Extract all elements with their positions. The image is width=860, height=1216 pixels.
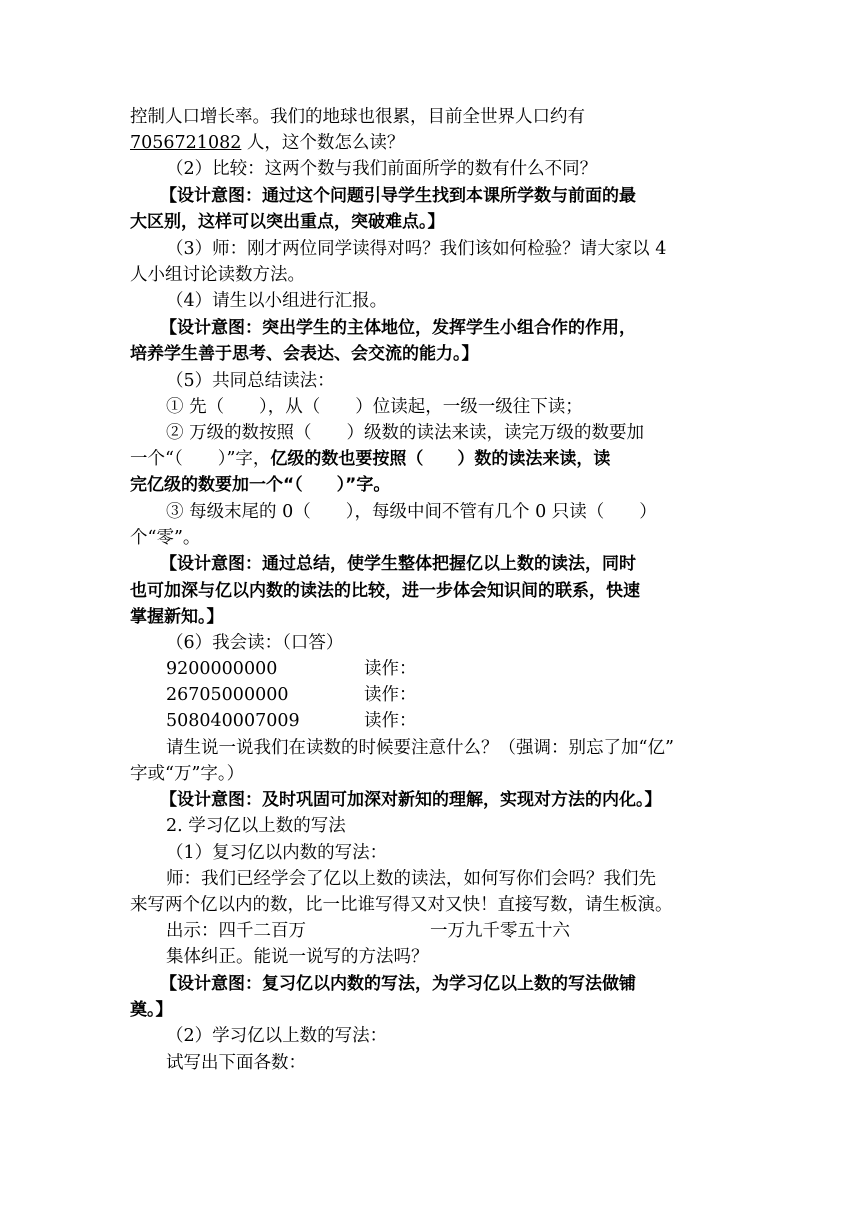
read-number: 26705000000 xyxy=(166,685,289,705)
text-line xyxy=(130,130,730,156)
text-line: ② 万级的数按照（ ）级数的读法来读，读完万级的数要加 xyxy=(166,423,645,443)
text-line: 个“零”。 xyxy=(130,528,201,548)
design-intent-line: 【设计意图：通过总结，使学生整体把握亿以上数的读法，同时 xyxy=(160,554,636,574)
text-span: 一万九千零五十六 xyxy=(430,921,570,941)
text-line: ① 先（ ），从（ ）位读起，一级一级往下读； xyxy=(166,397,583,417)
text-line: 完亿级的数要加一个“（ ）”字。 xyxy=(130,475,391,495)
text-line: 师：我们已经学会了亿以上数的读法，如何写你们会吗？我们先 xyxy=(166,869,656,889)
read-row xyxy=(130,708,766,734)
population-number: 7056721082 xyxy=(130,133,242,153)
text-span: 出示：四千二百万 xyxy=(166,921,306,941)
design-intent-line: 也可加深与亿以内数的读法的比较，进一步体会知识间的联系，快速 xyxy=(130,581,640,601)
text-line: （3）师：刚才两位同学读得对吗？我们该如何检验？请大家以 4 xyxy=(166,239,667,259)
text-line: 人小组讨论读数方法。 xyxy=(130,265,305,285)
text-line: （5）共同总结读法： xyxy=(166,371,335,391)
text-line: ③ 每级末尾的 0（ ），每级中间不管有几个 0 只读（ ） xyxy=(166,502,657,522)
read-label: 读作： xyxy=(364,685,417,705)
text-span: 一个“（ ）”字， xyxy=(130,449,271,469)
read-label: 读作： xyxy=(364,659,417,679)
text-line: 来写两个亿以内的数，比一比谁写得又对又快！直接写数，请生板演。 xyxy=(130,895,673,915)
read-number: 508040007009 xyxy=(166,711,300,731)
text-line: 试写出下面各数： xyxy=(166,1053,306,1073)
text-line: 控制人口增长率。我们的地球也很累，目前全世界人口约有 xyxy=(130,107,585,127)
text-line xyxy=(130,446,730,472)
text-line: 字或“万”字。） xyxy=(130,764,245,784)
text-span: 人，这个数怎么读？ xyxy=(241,133,405,153)
text-line: （2）比较：这两个数与我们前面所学的数有什么不同？ xyxy=(166,159,598,179)
design-intent-line: 奠。】 xyxy=(130,1000,173,1020)
read-row xyxy=(130,682,766,708)
design-intent-line: 【设计意图：复习亿以内数的写法，为学习亿以上数的写法做铺 xyxy=(160,974,636,994)
text-line xyxy=(130,918,766,944)
design-intent-line: 【设计意图：突出学生的主体地位，发挥学生小组合作的作用， xyxy=(160,318,636,338)
text-line: （1）复习亿以内数的写法： xyxy=(166,843,388,863)
design-intent-line: 大区别，这样可以突出重点，突破难点。】 xyxy=(130,212,445,232)
read-number: 9200000000 xyxy=(166,659,278,679)
read-row xyxy=(130,656,766,682)
design-intent-line: 【设计意图：通过这个问题引导学生找到本课所学数与前面的最 xyxy=(160,186,636,206)
text-line: 集体纠正。能说一说写的方法吗？ xyxy=(166,947,429,967)
design-intent-line: 【设计意图：及时巩固可加深对新知的理解，实现对方法的内化。】 xyxy=(160,790,662,810)
text-line: 请生说一说我们在读数的时候要注意什么？（强调：别忘了加“亿” xyxy=(166,738,674,758)
read-label: 读作： xyxy=(364,711,417,731)
section-heading: 2. 学习亿以上数的写法 xyxy=(166,816,346,836)
text-line: （4）请生以小组进行汇报。 xyxy=(166,291,388,311)
text-span-bold: 亿级的数也要按照（ ）数的读法来读，读 xyxy=(270,449,611,469)
design-intent-line: 培养学生善于思考、会表达、会交流的能力。】 xyxy=(130,344,479,364)
design-intent-line: 掌握新知。】 xyxy=(130,607,224,627)
text-line: （6）我会读：（口答） xyxy=(166,633,344,653)
text-line: （2）学习亿以上数的写法： xyxy=(166,1026,388,1046)
